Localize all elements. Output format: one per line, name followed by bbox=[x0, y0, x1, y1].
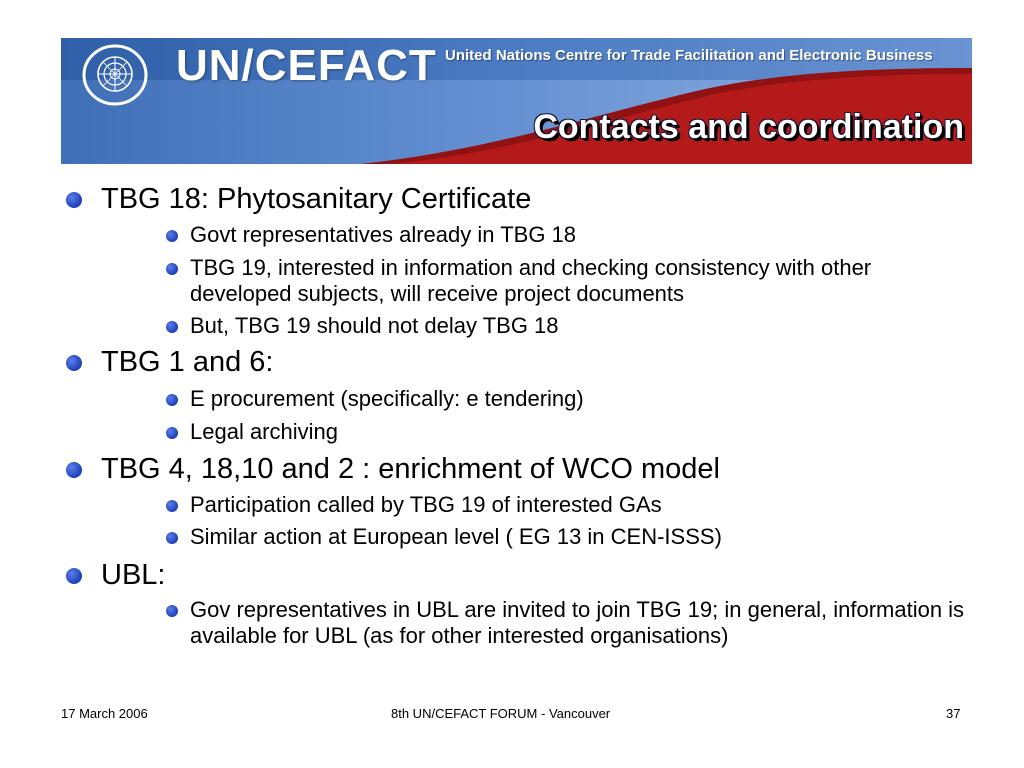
bullet-icon bbox=[166, 263, 178, 275]
bullet-icon bbox=[66, 355, 82, 371]
brand-subtitle: United Nations Centre for Trade Facilitation and Electronic Business bbox=[445, 47, 933, 64]
footer-date: 17 March 2006 bbox=[61, 706, 148, 721]
bullet-text: TBG 4, 18,10 and 2 : enrichment of WCO model bbox=[101, 453, 720, 485]
bullet-text: TBG 1 and 6: bbox=[101, 346, 274, 378]
slide-title: Contacts and coordination bbox=[533, 108, 964, 146]
bullet-text: UBL: bbox=[101, 559, 166, 591]
bullet-icon bbox=[166, 500, 178, 512]
bullet-icon bbox=[66, 192, 82, 208]
sub-bullet-text: Govt representatives already in TBG 18 bbox=[190, 222, 577, 247]
sub-bullet-text: Legal archiving bbox=[190, 419, 338, 444]
bullet-text: TBG 18: Phytosanitary Certificate bbox=[101, 183, 532, 215]
bullet-icon bbox=[166, 427, 178, 439]
footer-page-number: 37 bbox=[946, 706, 961, 721]
sub-bullet-text: Gov representatives in UBL are invited to join TBG 19; in general, information is available for UBL (as for other interested organisations) bbox=[190, 597, 965, 648]
sub-bullet-text: E procurement (specifically: e tendering) bbox=[190, 386, 584, 411]
bullet-icon bbox=[66, 568, 82, 584]
bullet-icon bbox=[166, 605, 178, 617]
bullet-icon bbox=[166, 532, 178, 544]
footer-event: 8th UN/CEFACT FORUM - Vancouver bbox=[391, 706, 611, 721]
sub-bullet-text: But, TBG 19 should not delay TBG 18 bbox=[190, 313, 559, 338]
bullet-icon bbox=[166, 394, 178, 406]
bullet-icon bbox=[166, 321, 178, 333]
bullet-icon bbox=[66, 462, 82, 478]
sub-bullet-text: Similar action at European level ( EG 13 in CEN-ISSS) bbox=[190, 524, 722, 549]
brand-name: UN/CEFACT bbox=[176, 41, 437, 90]
sub-bullet-text: TBG 19, interested in information and checking consistency with other developed subjects, will receive project documents bbox=[190, 255, 872, 306]
bullet-icon bbox=[166, 230, 178, 242]
sub-bullet-text: Participation called by TBG 19 of interested GAs bbox=[190, 492, 662, 517]
